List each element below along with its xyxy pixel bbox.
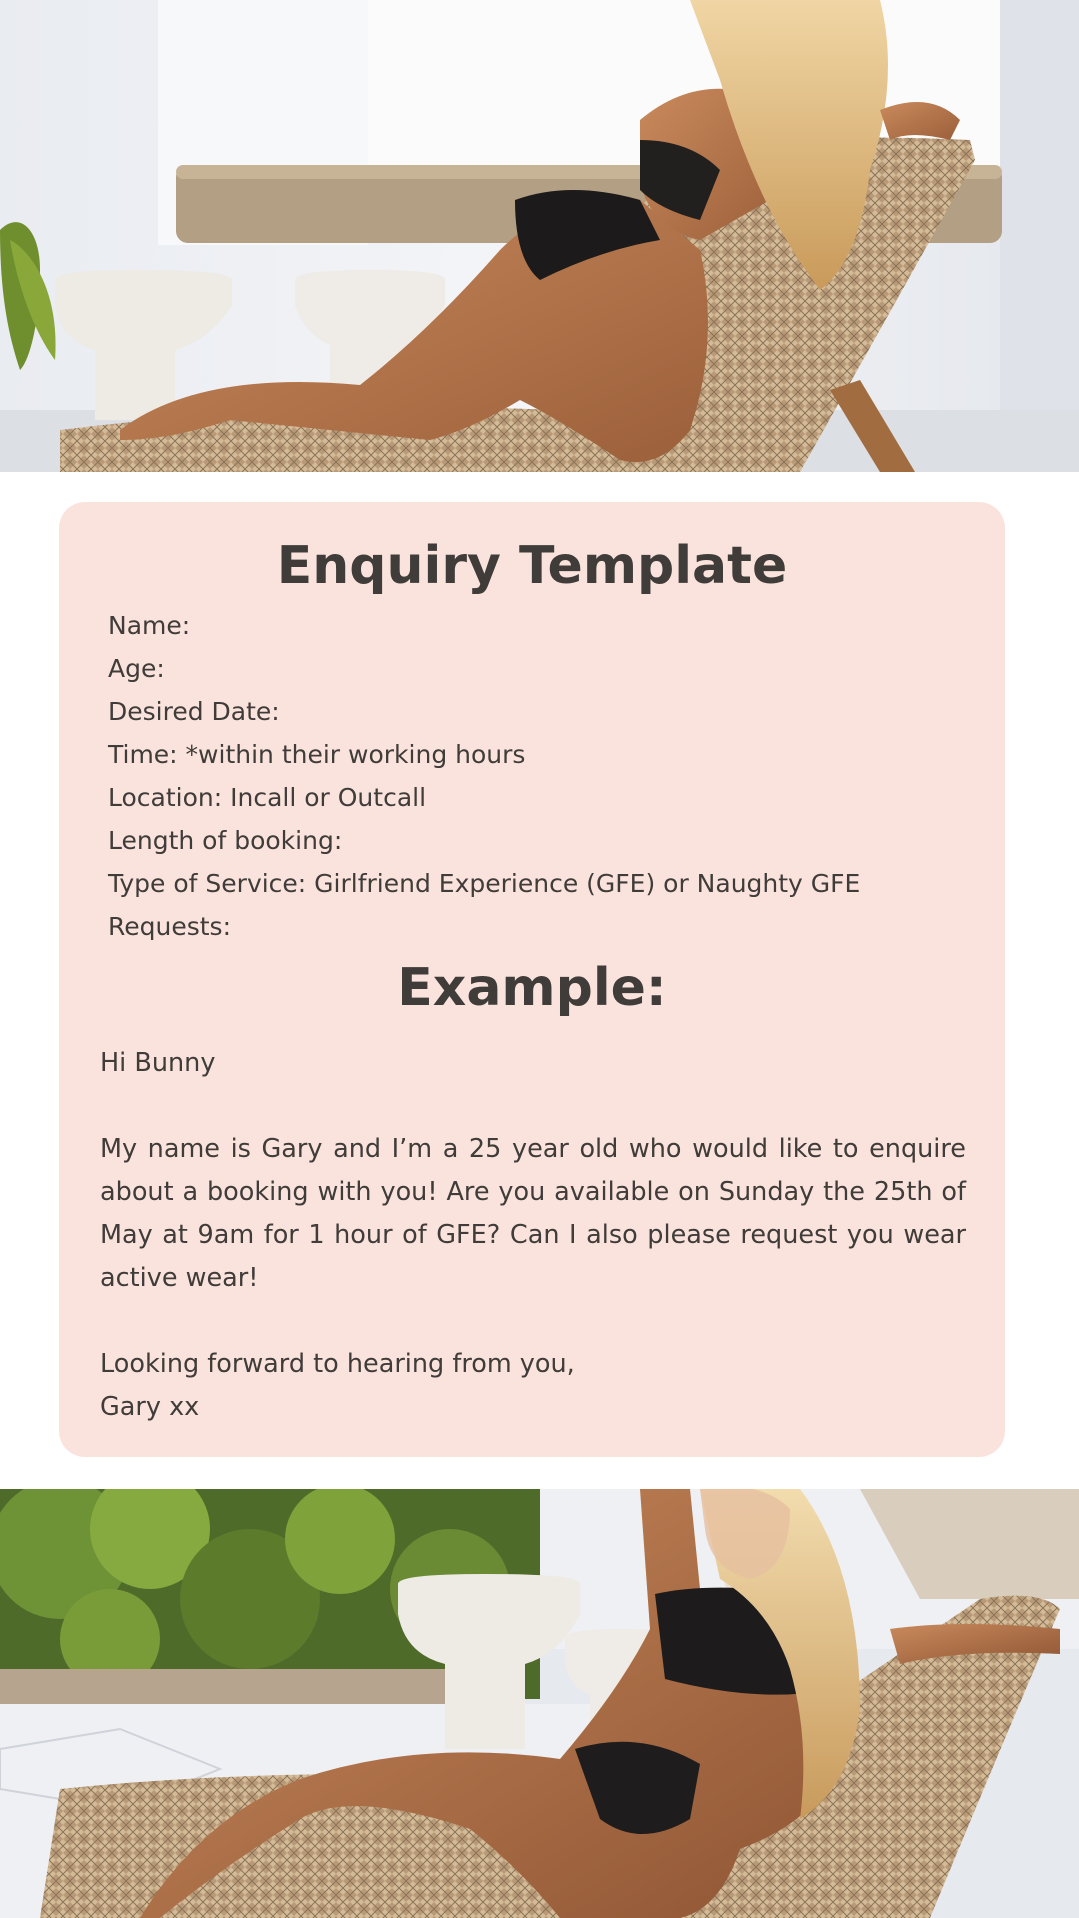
bottom-photo	[0, 1489, 1079, 1918]
example-body: My name is Gary and I’m a 25 year old who would like to enquire about a booking with you! Are you available on Sunday the 25th of May at 9am for 1 hour of GFE? Can I also please request you wear active wear!	[100, 1134, 966, 1293]
field-time: Time: *within their working hours	[108, 740, 526, 769]
example-closing: Looking forward to hearing from you,	[100, 1349, 575, 1379]
top-photo	[0, 0, 1079, 472]
example-title: Example:	[397, 958, 667, 1018]
enquiry-template-card	[59, 502, 1005, 1457]
field-requests: Requests:	[108, 912, 231, 941]
field-type-of-service: Type of Service: Girlfriend Experience (GFE) or Naughty GFE	[108, 869, 861, 898]
field-location: Location: Incall or Outcall	[108, 783, 427, 812]
template-field-list	[108, 604, 860, 948]
field-desired-date: Desired Date:	[108, 697, 280, 726]
example-signature: Gary xx	[100, 1392, 200, 1422]
template-title: Enquiry Template	[276, 536, 788, 596]
field-length-of-booking: Length of booking:	[108, 826, 343, 855]
example-greeting: Hi Bunny	[100, 1048, 216, 1078]
field-age: Age:	[108, 654, 165, 683]
field-name: Name:	[108, 611, 191, 640]
photo-image	[0, 0, 1079, 472]
photo-image	[0, 1489, 1079, 1918]
